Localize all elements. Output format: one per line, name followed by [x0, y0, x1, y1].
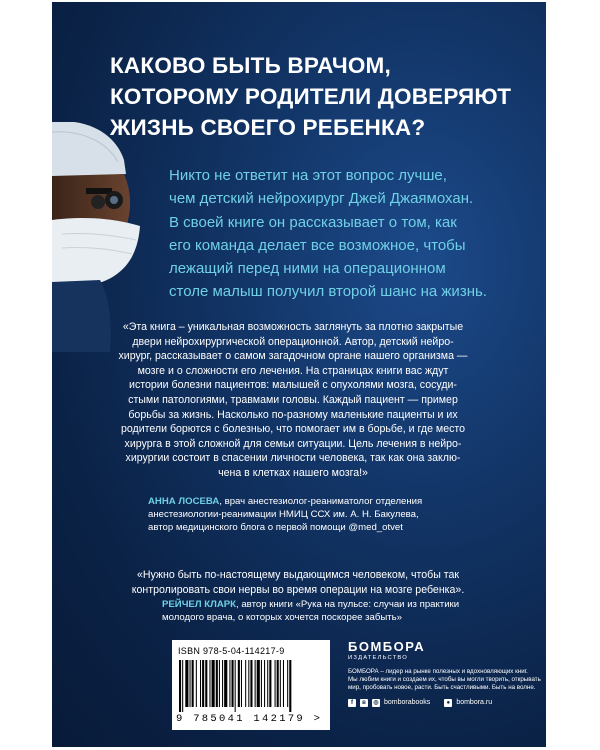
barcode-bar — [264, 660, 265, 707]
quote-line: чена в клетках нашего мозга!» — [218, 466, 368, 479]
barcode-bar — [219, 660, 220, 707]
barcode-bar — [287, 660, 288, 707]
headline-line: КОТОРОМУ РОДИТЕЛИ ДОВЕРЯЮТ — [110, 84, 512, 109]
review-attribution-1 — [148, 496, 422, 534]
barcode-bar — [224, 660, 227, 707]
instagram-icon[interactable]: ◎ — [373, 699, 379, 706]
barcode-bar — [205, 660, 207, 707]
barcode-bar — [196, 660, 197, 707]
barcode-digits: 9 785041 142179 > — [176, 713, 323, 725]
publisher-socials — [348, 699, 546, 707]
quote-line: хирург, рассказывает о самом загадочном органе нашего организма — — [118, 350, 468, 363]
barcode-bar — [209, 660, 210, 707]
quote-line: «Эта книга – уникальная возможность заглянуть за плотно закрытые — [122, 321, 464, 333]
barcode-image — [178, 660, 324, 712]
facebook-icon[interactable]: f — [348, 699, 356, 707]
social-handle[interactable]: bomborabooks — [384, 699, 431, 707]
barcode-bar — [232, 660, 234, 707]
barcode-bar — [200, 660, 201, 707]
barcode-bar — [235, 660, 236, 712]
barcode-panel — [172, 640, 330, 730]
quote-line: стыми патологиями, травмами головы. Каждый пациент — пример — [128, 393, 458, 406]
barcode-bar — [267, 660, 268, 707]
quote-line: двери нейрохирургической операционной. Автор, детский нейро- — [132, 335, 454, 348]
publisher-description — [348, 668, 546, 693]
surgeon-photo — [52, 122, 142, 352]
barcode-bar — [202, 660, 204, 707]
intro-line: Никто не ответит на этот вопрос лучше, — [169, 167, 447, 184]
reviewer-name: РЕЙЧЕЛ КЛАРК — [162, 599, 237, 610]
quote-line: борьбы за жизнь. Насколько по-разному маленькие пациенты и их — [128, 408, 458, 421]
publisher-site-link[interactable]: bombora.ru — [456, 699, 493, 707]
review-quote-2 — [82, 568, 514, 597]
barcode-bar — [245, 660, 246, 707]
barcode-bar — [238, 660, 240, 707]
intro-line: В своей книге он рассказывает о том, как — [169, 213, 457, 231]
quote-line: истории болезни пациентов: малышей с опухолями мозга, сосуди- — [129, 379, 457, 392]
headline-line: ЖИЗНЬ СВОЕГО РЕБЕНКА? — [110, 115, 426, 140]
barcode-bar — [229, 660, 230, 707]
publisher-text-line: БОМБОРА – лидер на рынке полезных и вдохновляющих книг. — [348, 668, 528, 675]
headline — [110, 50, 530, 143]
publisher-block — [348, 640, 546, 707]
quote-line: хирургии состоит в спасении личности человека, так как она заклю- — [125, 452, 461, 465]
quote-line: мозге и о сложности его лечения. На страницах книги вас ждут — [137, 364, 449, 377]
publisher-logo-subtitle: ИЗДАТЕЛЬСТВО — [348, 655, 409, 661]
barcode-bar — [185, 660, 188, 707]
barcode-bar — [179, 660, 181, 712]
vk-icon[interactable]: в — [360, 699, 368, 707]
reviewer-role: , врач анестезиолог-реаниматолог отделения — [219, 496, 423, 507]
reviewer-name: АННА ЛОСЕВА — [148, 496, 220, 507]
barcode-bar — [289, 660, 291, 712]
quote-line: «Нужно быть по-настоящему выдающимся человеком, чтобы так — [136, 569, 460, 581]
barcode-bar — [182, 660, 183, 712]
barcode-bar — [277, 660, 279, 707]
barcode-bar — [222, 660, 223, 707]
barcode-bar — [283, 660, 284, 707]
intro-line: столе малыш получил второй шанс на жизнь. — [169, 283, 487, 301]
publisher-text-line: Мы любим книги и создаем их, чтобы вы могли творить, открывать — [348, 676, 541, 684]
isbn-number: ISBN 978-5-04-114217-9 — [178, 646, 285, 656]
reviewer-role: автор медицинского блога о первой помощи @med_otvet — [148, 521, 403, 533]
barcode-bar — [261, 660, 262, 707]
barcode-bar — [212, 660, 215, 707]
reviewer-role: , автор книги «Рука на пульсе: случаи из практики — [236, 599, 460, 610]
intro-paragraph — [169, 164, 539, 304]
barcode-bar — [275, 660, 276, 707]
barcode-bar — [280, 660, 281, 707]
barcode-bar — [269, 660, 271, 707]
barcode-bar — [241, 660, 242, 707]
book-back-cover — [52, 2, 546, 747]
intro-line: чем детский нейрохирург Джей Джаямохан. — [169, 190, 474, 208]
barcode-bar — [248, 660, 249, 707]
quote-line: родители борются с болезнью, что помогает им в борьбе, и где место — [120, 423, 466, 436]
reviewer-role: анестезиологии-реанимации НМИЦ ССХ им. А. Н. Бакулева, — [148, 508, 419, 520]
barcode-bar — [255, 660, 256, 707]
quote-line: хирурга в этой сложной для семьи ситуации. Цель лечения в нейро- — [124, 437, 462, 450]
quote-line: контролировать свои нервы во время операции на мозге ребенка». — [131, 583, 465, 596]
publisher-text-line: мир, пробовать новое, расти. Быть счастливыми. Быть на волне. — [348, 684, 536, 692]
review-quote-1 — [90, 320, 496, 481]
intro-line: лежащий перед ними на операционном — [169, 260, 446, 278]
barcode-bar — [216, 660, 218, 707]
intro-line: его команда делает все возможное, чтобы — [169, 236, 466, 254]
headline-line: КАКОВО БЫТЬ ВРАЧОМ, — [110, 53, 391, 78]
barcode-bar — [192, 660, 194, 707]
barcode-bar — [190, 660, 191, 707]
barcode-bar — [257, 660, 260, 707]
barcode-bar — [250, 660, 252, 707]
review-attribution-2 — [162, 599, 459, 625]
reviewer-role: молодого врача, о которых хочется поскорее забыть» — [162, 611, 403, 623]
globe-icon: ● — [444, 699, 452, 707]
publisher-logo: БОМБОРА — [348, 639, 426, 654]
